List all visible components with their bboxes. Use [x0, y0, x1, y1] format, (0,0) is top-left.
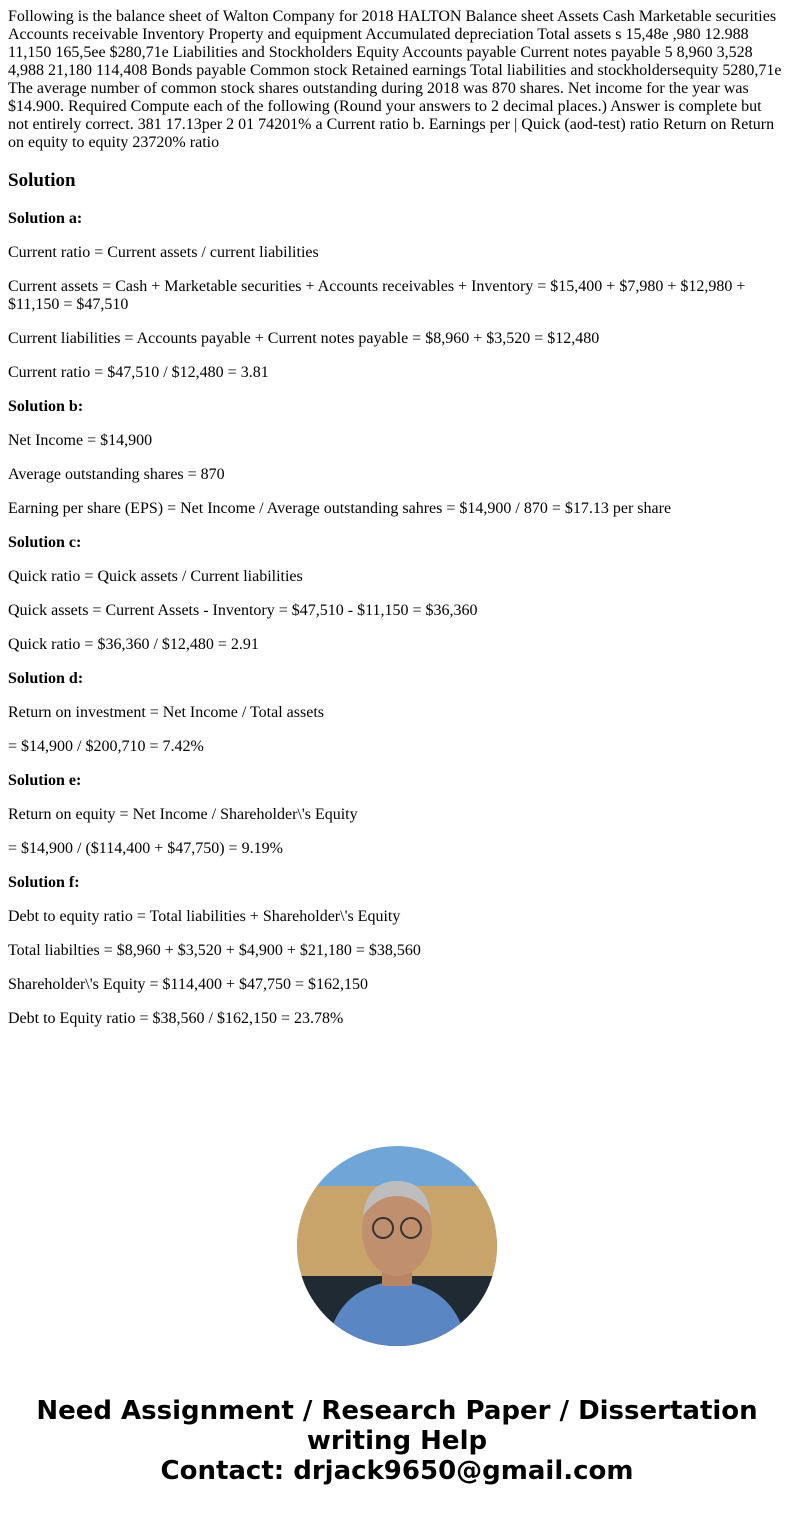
footer-email: Contact: drjack9650@gmail.com [160, 1456, 634, 1486]
solution-sections [8, 210, 786, 1028]
solution-section-title: Solution c: [8, 534, 82, 551]
solution-line: Current ratio = Current assets / current liabilities [8, 244, 319, 261]
solution-line: Return on investment = Net Income / Total assets [8, 704, 324, 721]
solution-section-title: Solution d: [8, 670, 84, 687]
solution-section-title: Solution b: [8, 398, 84, 415]
solution-line: Earning per share (EPS) = Net Income / Average outstanding sahres = $14,900 / 870 = $17.13 per share [8, 500, 672, 517]
solution-line: Debt to equity ratio = Total liabilities + Shareholder\'s Equity [8, 908, 401, 925]
solution-line: Quick ratio = $36,360 / $12,480 = 2.91 [8, 636, 259, 653]
author-photo-container [8, 1146, 786, 1346]
solution-line: Total liabilties = $8,960 + $3,520 + $4,900 + $21,180 = $38,560 [8, 942, 421, 959]
author-photo [297, 1146, 497, 1346]
solution-section-title: Solution a: [8, 210, 83, 227]
solution-line: = $14,900 / $200,710 = 7.42% [8, 738, 204, 755]
solution-line: Current liabilities = Accounts payable + Current notes payable = $8,960 + $3,520 = $12,480 [8, 330, 600, 347]
solution-line: Average outstanding shares = 870 [8, 466, 225, 483]
solution-section-title: Solution f: [8, 874, 80, 891]
solution-line: Quick ratio = Quick assets / Current liabilities [8, 568, 303, 585]
solution-line: = $14,900 / ($114,400 + $47,750) = 9.19% [8, 840, 283, 857]
solution-line: Current assets = Cash + Marketable securities + Accounts receivables + Inventory = $15,400 + $7,980 + $12,980 + $11,150 = $47,510 [8, 278, 746, 313]
solution-heading: Solution [8, 170, 76, 191]
solution-line: Net Income = $14,900 [8, 432, 153, 449]
solution-line: Return on equity = Net Income / Shareholder\'s Equity [8, 806, 358, 823]
solution-section-title: Solution e: [8, 772, 82, 789]
solution-line: Current ratio = $47,510 / $12,480 = 3.81 [8, 364, 269, 381]
solution-line: Quick assets = Current Assets - Inventory = $47,510 - $11,150 = $36,360 [8, 602, 478, 619]
solution-line: Debt to Equity ratio = $38,560 / $162,150 = 23.78% [8, 1010, 344, 1027]
solution-line: Shareholder\'s Equity = $114,400 + $47,750 = $162,150 [8, 976, 368, 993]
footer-contact [8, 1396, 786, 1486]
question-text: Following is the balance sheet of Walton Company for 2018 HALTON Balance sheet Assets Cash Marketable securities Accounts receivable Inventory Property and equipment Accumulated depreciation Total assets s 15,48e ,980 12.988 11,150 165,5ee $280,71e Liabilities and Stockholders Equity Accounts payable Current notes payable 5 8,960 3,528 4,988 21,180 114,408 Bonds payable Common stock Retained earnings Total liabilities and stockholdersequity 5280,71e The average number of common stock shares outstanding during 2018 was 870 shares. Net income for the year was $14.900. Required Compute each of the following (Round your answers to 2 decimal places.) Answer is complete but not entirely correct. 381 17.13per 2 01 74201% a Current ratio b. Earnings per | Quick (aod-test) ratio Return on Return on equity to equity 23720% ratio [8, 8, 782, 151]
footer-help-text: Need Assignment / Research Paper / Dissertation writing Help [36, 1396, 758, 1456]
